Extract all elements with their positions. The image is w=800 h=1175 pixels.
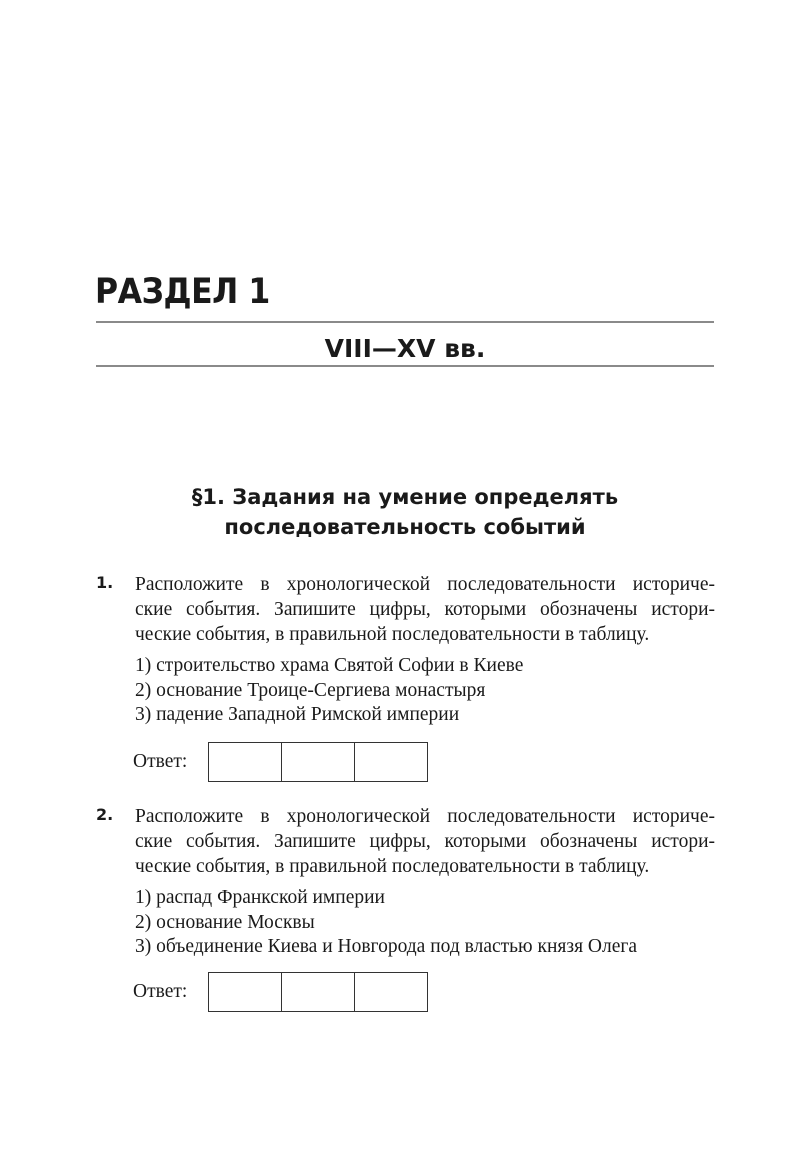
answer-table [208, 742, 428, 782]
answer-cell[interactable] [209, 743, 282, 781]
task-option: 2) основание Москвы [135, 911, 315, 933]
answer-cell[interactable] [355, 973, 427, 1011]
task-body [135, 804, 715, 960]
task-option: 1) строительство храма Святой Софии в Киеве [135, 655, 524, 676]
task-text-line: ские события. Запишите цифры, которыми обозначены истори- [135, 831, 715, 852]
answer-cell[interactable] [282, 743, 355, 781]
task-text-line: Расположите в хронологической последовательности историче- [135, 806, 715, 827]
era-title: VIII—XV вв. [324, 334, 486, 363]
section-title [96, 482, 714, 542]
section-title-line: §1. Задания на умение определять [191, 485, 619, 509]
divider [96, 365, 714, 367]
task-number: 1. [96, 573, 114, 592]
divider [96, 321, 714, 323]
task-text-line: ческие события, в правильной последовательности в таблицу. [135, 856, 650, 877]
task-option: 1) распад Франкской империи [135, 887, 385, 908]
answer-table [208, 972, 428, 1012]
task-text-line: ские события. Запишите цифры, которыми обозначены истори- [135, 599, 715, 620]
task-number: 2. [96, 805, 114, 824]
answer-label: Ответ: [133, 981, 188, 1002]
task-option: 3) объединение Киева и Новгорода под властью князя Олега [135, 936, 638, 957]
answer-cell[interactable] [209, 973, 282, 1011]
answer-cell[interactable] [282, 973, 355, 1011]
part-title: РАЗДЕЛ 1 [95, 272, 270, 312]
answer-label: Ответ: [133, 751, 188, 772]
answer-cell[interactable] [355, 743, 427, 781]
section-title-line: последовательность событий [224, 515, 586, 539]
task-text-line: ческие события, в правильной последовательности в таблицу. [135, 624, 650, 645]
task-text-line: Расположите в хронологической последовательности историче- [135, 574, 715, 595]
task-body [135, 572, 715, 728]
task-option: 3) падение Западной Римской империи [135, 704, 460, 725]
task-option: 2) основание Троице-Сергиева монастыря [135, 679, 486, 701]
